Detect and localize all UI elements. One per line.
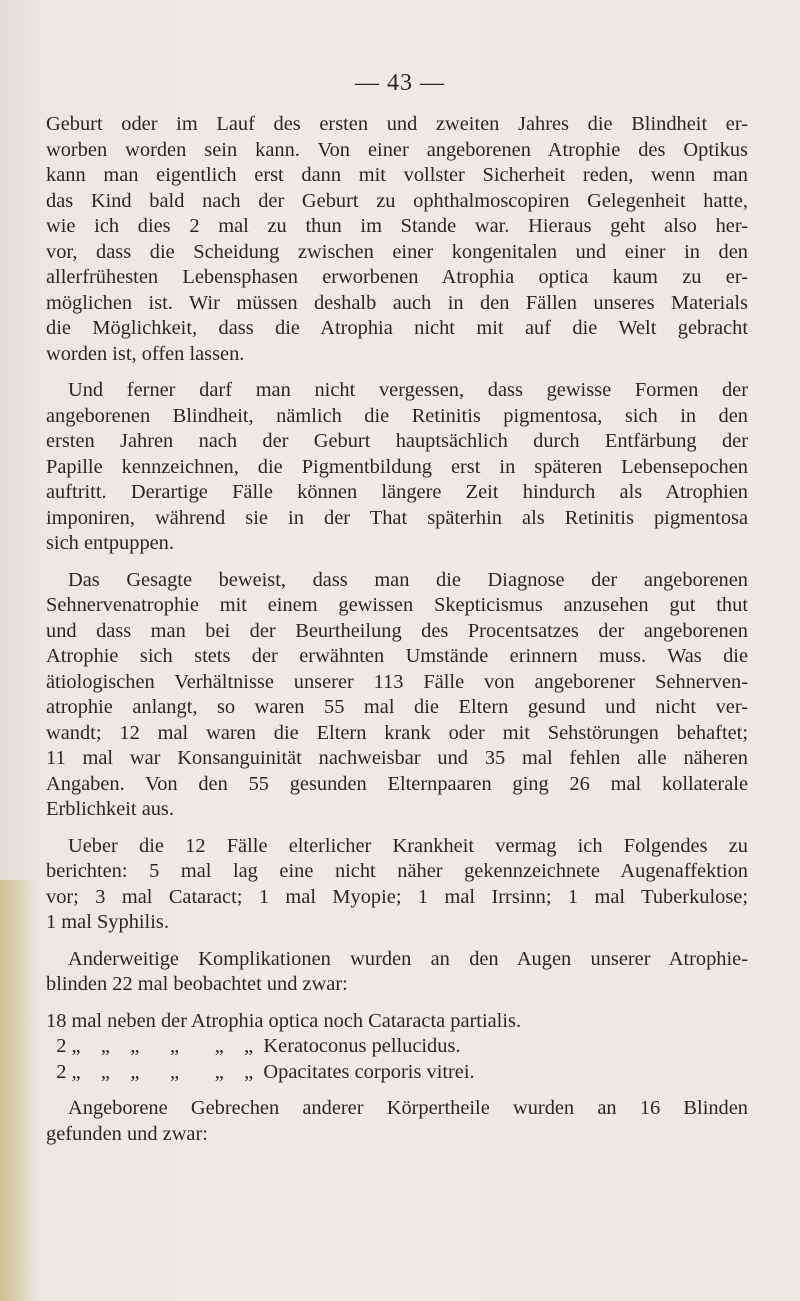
paragraph — [46, 1096, 748, 1147]
paragraph — [46, 834, 748, 936]
text-line: berichten: 5 mal lag eine nicht näher gekennzeichnete Augenaffektion — [46, 860, 748, 882]
text-line: kann man eigentlich erst dann mit vollster Sicherheit reden, wenn man — [46, 164, 748, 186]
text-line: Erblichkeit aus. — [46, 798, 174, 820]
text-line: angeborenen Blindheit, nämlich die Retinitis pigmentosa, sich in den — [46, 404, 748, 427]
text-line: Anderweitige Komplikationen wurden an den Augen unserer Atrophie- — [68, 947, 748, 970]
text-line: Sehnervenatrophie mit einem gewissen Skepticismus anzusehen gut thut — [46, 594, 748, 616]
text-line: worden ist, offen lassen. — [46, 342, 245, 365]
paragraph — [46, 378, 748, 557]
complication-list — [46, 1009, 748, 1086]
text-line: Papille kennzeichnen, die Pigmentbildung erst in späteren Lebensepochen — [46, 455, 748, 478]
body-text — [46, 112, 748, 1147]
text-line: Angaben. Von den 55 gesunden Elternpaaren ging 26 mal kollaterale — [46, 772, 748, 795]
paragraph — [46, 112, 748, 367]
text-line: die Möglichkeit, dass die Atrophia nicht mit auf die Welt gebracht — [46, 317, 748, 339]
page-number: — 43 — — [355, 70, 445, 96]
text-line: worben worden sein kann. Von einer angeborenen Atrophie des Optikus — [46, 138, 748, 161]
text-line: 11 mal war Konsanguinität nachweisbar und 35 mal fehlen alle näheren — [46, 747, 748, 769]
text-line: atrophie anlangt, so waren 55 mal die Eltern gesund und nicht ver- — [46, 696, 748, 718]
text-line: möglichen ist. Wir müssen deshalb auch in den Fällen unseres Materials — [46, 291, 748, 314]
text-line: imponiren, während sie in der That späterhin als Retinitis pigmentosa — [46, 506, 748, 529]
list-item: 2 „ „ „ „ „ „ Opacitates corporis vitrei. — [46, 1060, 475, 1083]
text-line: auftritt. Derartige Fälle können längere Zeit hindurch als Atrophien — [46, 481, 748, 503]
page-edge-stain — [0, 880, 38, 1301]
text-line: Atrophie sich stets der erwähnten Umstände erinnern muss. Was die — [46, 645, 748, 667]
text-line: wie ich dies 2 mal zu thun im Stande war. Hieraus geht also her- — [46, 215, 748, 237]
text-line: gefunden und zwar: — [46, 1122, 208, 1145]
list-item: 2 „ „ „ „ „ „ Keratoconus pellucidus. — [46, 1035, 461, 1057]
text-line: 1 mal Syphilis. — [46, 911, 169, 933]
text-line: Angeborene Gebrechen anderer Körpertheile wurden an 16 Blinden — [68, 1097, 748, 1119]
text-line: vor, dass die Scheidung zwischen einer kongenitalen und einer in den — [46, 240, 748, 263]
text-line: das Kind bald nach der Geburt zu ophthalmoscopiren Gelegenheit hatte, — [46, 189, 748, 212]
text-line: blinden 22 mal beobachtet und zwar: — [46, 973, 348, 995]
text-line: Ueber die 12 Fälle elterlicher Krankheit vermag ich Folgendes zu — [68, 834, 748, 857]
text-line: ätiologischen Verhältnisse unserer 113 Fälle von angeborener Sehnerven- — [46, 670, 748, 693]
paragraph — [46, 568, 748, 823]
text-line: Das Gesagte beweist, dass man die Diagnose der angeborenen — [68, 568, 748, 591]
text-line: Und ferner darf man nicht vergessen, dass gewisse Formen der — [68, 379, 748, 401]
text-line: sich entpuppen. — [46, 532, 174, 554]
text-line: allerfrühesten Lebensphasen erworbenen Atrophia optica kaum zu er- — [46, 266, 748, 288]
list-item: 18 mal neben der Atrophia optica noch Cataracta partialis. — [46, 1009, 522, 1032]
paragraph — [46, 947, 748, 998]
text-line: ersten Jahren nach der Geburt hauptsächlich durch Entfärbung der — [46, 430, 748, 452]
text-line: vor; 3 mal Cataract; 1 mal Myopie; 1 mal Irrsinn; 1 mal Tuberkulose; — [46, 885, 748, 908]
text-line: wandt; 12 mal waren die Eltern krank oder mit Sehstörungen behaftet; — [46, 721, 748, 744]
text-line: und dass man bei der Beurtheilung des Procentsatzes der angeborenen — [46, 619, 748, 642]
text-line: Geburt oder im Lauf des ersten und zweiten Jahres die Blindheit er- — [46, 113, 748, 135]
